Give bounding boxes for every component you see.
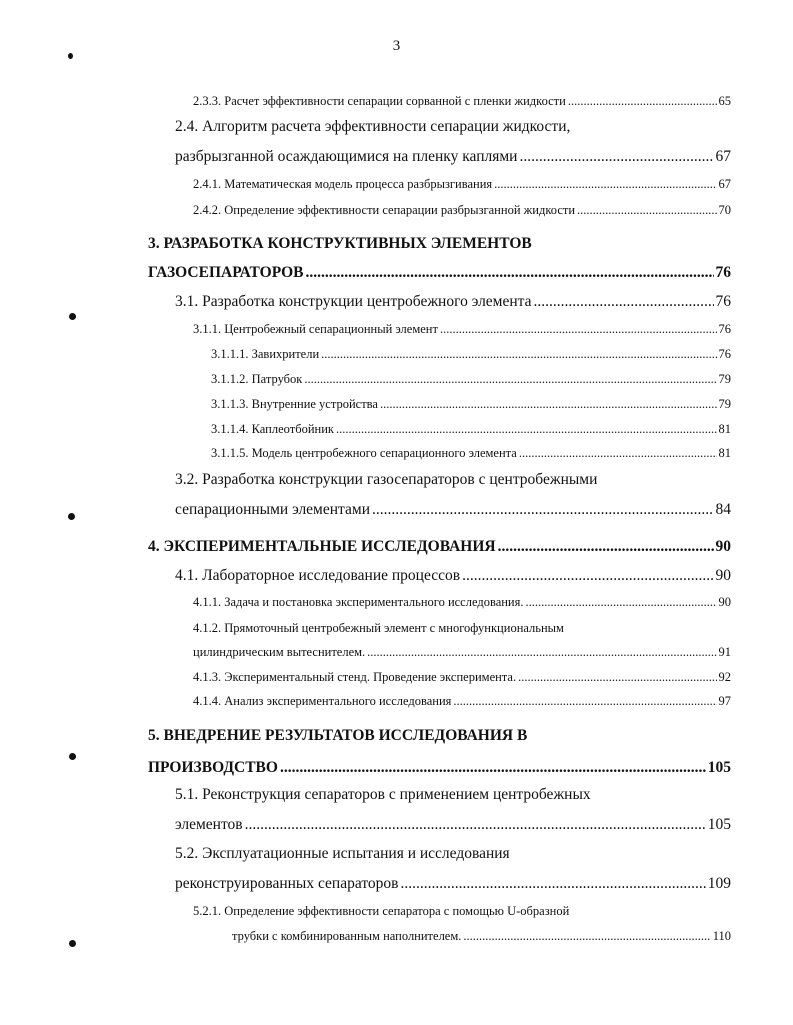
toc-entry[interactable]: 3.1.1.1. Завихрители ..... 76 [211, 347, 731, 362]
toc-entry[interactable]: 2.4.1. Математическая модель процесса разбрызгивания ..... 67 [193, 177, 731, 192]
scan-speck [68, 53, 73, 59]
toc-entry[interactable]: 3.1.1.4. Каплеотбойник ..... 81 [211, 422, 731, 437]
toc-entry[interactable]: 3.1.1.3. Внутренние устройства ..... 79 [211, 397, 731, 412]
toc-entry[interactable]: 4.1. Лабораторное исследование процессов ..... 90 [175, 567, 731, 585]
toc-entry-line1[interactable]: 5.2.1. Определение эффективности сепаратора с помощью U-образной [193, 904, 570, 918]
toc-entry[interactable]: разбрызганной осаждающимися на пленку каплями ..... 67 [175, 148, 731, 166]
toc-entry[interactable]: реконструированных сепараторов ..... 109 [175, 875, 731, 893]
toc-entry-line1[interactable]: 5.2. Эксплуатационные испытания и исследования [175, 845, 510, 862]
scan-speck [69, 940, 76, 947]
toc-entry[interactable]: 2.4.2. Определение эффективности сепарации разбрызганной жидкости ..... 70 [193, 203, 731, 218]
toc-entry[interactable]: 4.1.3. Экспериментальный стенд. Проведение эксперимента. ..... 92 [193, 670, 731, 685]
toc-entry[interactable]: 4.1.4. Анализ экспериментального исследования ..... 97 [193, 694, 731, 709]
page-number: 3 [392, 38, 401, 54]
scan-speck [69, 753, 76, 760]
toc-chapter[interactable]: ПРОИЗВОДСТВО ..... 105 [148, 759, 731, 777]
toc-entry[interactable]: 3.1.1.2. Патрубок ..... 79 [211, 372, 731, 387]
toc-entry-line1[interactable]: 2.4. Алгоритм расчета эффективности сепарации жидкости, [175, 118, 571, 135]
scan-speck [68, 513, 75, 520]
toc-entry[interactable]: 2.3.3. Расчет эффективности сепарации сорванной с пленки жидкости ..... 65 [193, 94, 731, 109]
toc-chapter[interactable]: 4. ЭКСПЕРИМЕНТАЛЬНЫЕ ИССЛЕДОВАНИЯ ..... 90 [148, 538, 731, 556]
toc-chapter-line1[interactable]: 5. ВНЕДРЕНИЕ РЕЗУЛЬТАТОВ ИССЛЕДОВАНИЯ В [148, 727, 528, 744]
toc-entry[interactable]: трубки с комбинированным наполнителем. ..... 110 [232, 929, 731, 944]
toc-entry[interactable]: 4.1.1. Задача и постановка экспериментального исследования. ..... 90 [193, 595, 731, 610]
toc-entry[interactable]: 3.1. Разработка конструкции центробежного элемента ..... 76 [175, 293, 731, 311]
toc-entry[interactable]: 3.1.1.5. Модель центробежного сепарационного элемента ..... 81 [211, 446, 731, 461]
toc-chapter-line1[interactable]: 3. РАЗРАБОТКА КОНСТРУКТИВНЫХ ЭЛЕМЕНТОВ [148, 235, 532, 252]
toc-entry[interactable]: сепарационными элементами ..... 84 [175, 501, 731, 519]
toc-entry[interactable]: 3.1.1. Центробежный сепарационный элемент ..... 76 [193, 322, 731, 337]
toc-entry-line1[interactable]: 4.1.2. Прямоточный центробежный элемент с многофункциональным [193, 621, 564, 635]
scan-speck [69, 313, 76, 320]
toc-entry-line1[interactable]: 5.1. Реконструкция сепараторов с применением центробежных [175, 786, 591, 803]
toc-entry-line1[interactable]: 3.2. Разработка конструкции газосепараторов с центробежными [175, 471, 598, 488]
toc-entry[interactable]: элементов ..... 105 [175, 816, 731, 834]
toc-entry[interactable]: цилиндрическим вытеснителем. ..... 91 [193, 645, 731, 660]
toc-chapter[interactable]: ГАЗОСЕПАРАТОРОВ ..... 76 [148, 264, 731, 282]
